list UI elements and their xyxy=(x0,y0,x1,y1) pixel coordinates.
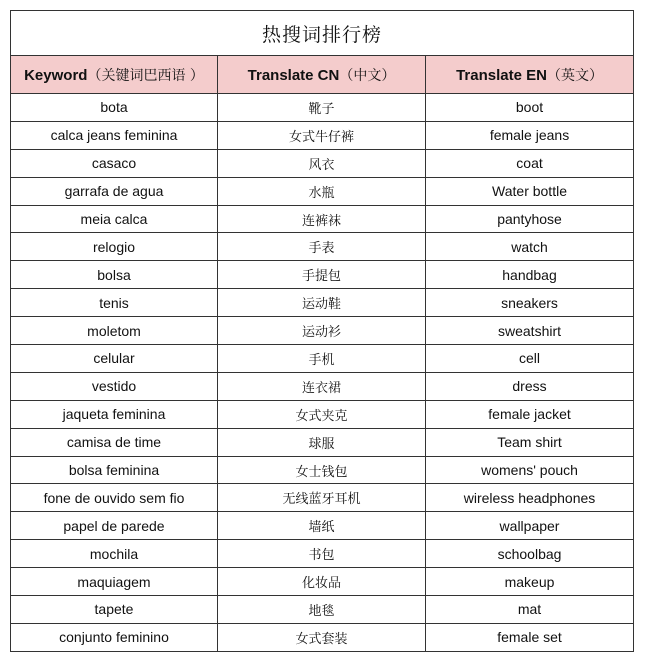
cell-keyword: tenis xyxy=(11,289,218,317)
cell-keyword: calca jeans feminina xyxy=(11,121,218,149)
cell-keyword: tapete xyxy=(11,596,218,624)
cell-keyword: mochila xyxy=(11,540,218,568)
cell-translate-en: makeup xyxy=(426,568,634,596)
cell-keyword: bolsa feminina xyxy=(11,456,218,484)
cell-translate-cn: 连裤袜 xyxy=(218,205,426,233)
cell-keyword: bolsa xyxy=(11,261,218,289)
cell-translate-en: handbag xyxy=(426,261,634,289)
header-translate-cn-sub: （中文） xyxy=(339,67,396,84)
table-title-row xyxy=(11,11,634,56)
cell-translate-en: coat xyxy=(426,149,634,177)
table-row xyxy=(11,94,634,122)
table-row xyxy=(11,345,634,373)
cell-translate-cn: 女式牛仔裤 xyxy=(218,121,426,149)
cell-keyword: camisa de time xyxy=(11,428,218,456)
table-row xyxy=(11,512,634,540)
cell-keyword: meia calca xyxy=(11,205,218,233)
cell-keyword: conjunto feminino xyxy=(11,623,218,651)
cell-keyword: vestido xyxy=(11,372,218,400)
cell-translate-cn: 墙纸 xyxy=(218,512,426,540)
table-row xyxy=(11,428,634,456)
cell-translate-cn: 风衣 xyxy=(218,149,426,177)
cell-translate-cn: 运动衫 xyxy=(218,317,426,345)
cell-translate-en: female set xyxy=(426,623,634,651)
cell-keyword: maquiagem xyxy=(11,568,218,596)
header-keyword xyxy=(11,56,218,94)
cell-translate-cn: 女士钱包 xyxy=(218,456,426,484)
cell-translate-en: wireless headphones xyxy=(426,484,634,512)
cell-keyword: papel de parede xyxy=(11,512,218,540)
cell-translate-cn: 连衣裙 xyxy=(218,372,426,400)
cell-translate-cn: 女式套装 xyxy=(218,623,426,651)
cell-translate-en: female jeans xyxy=(426,121,634,149)
cell-keyword: garrafa de agua xyxy=(11,177,218,205)
cell-keyword: jaqueta feminina xyxy=(11,400,218,428)
cell-translate-cn: 手表 xyxy=(218,233,426,261)
header-translate-cn-main: Translate CN xyxy=(247,66,340,84)
table-title: 热搜词排行榜 xyxy=(11,11,634,56)
cell-keyword: celular xyxy=(11,345,218,373)
table-row xyxy=(11,317,634,345)
table-row xyxy=(11,177,634,205)
cell-translate-cn: 靴子 xyxy=(218,94,426,122)
header-translate-en-main: Translate EN xyxy=(456,66,547,84)
cell-translate-en: female jacket xyxy=(426,400,634,428)
table-row xyxy=(11,121,634,149)
table-row xyxy=(11,372,634,400)
table-row xyxy=(11,233,634,261)
table-row xyxy=(11,400,634,428)
cell-translate-cn: 化妆品 xyxy=(218,568,426,596)
cell-translate-en: wallpaper xyxy=(426,512,634,540)
cell-translate-en: Team shirt xyxy=(426,428,634,456)
cell-translate-cn: 地毯 xyxy=(218,596,426,624)
table-row xyxy=(11,540,634,568)
cell-translate-cn: 运动鞋 xyxy=(218,289,426,317)
cell-keyword: bota xyxy=(11,94,218,122)
cell-translate-en: cell xyxy=(426,345,634,373)
table-row xyxy=(11,456,634,484)
header-keyword-sub: （关键词巴西语 ） xyxy=(87,67,204,84)
cell-translate-en: schoolbag xyxy=(426,540,634,568)
cell-translate-en: sweatshirt xyxy=(426,317,634,345)
cell-translate-en: womens' pouch xyxy=(426,456,634,484)
cell-keyword: fone de ouvido sem fio xyxy=(11,484,218,512)
header-translate-en xyxy=(426,56,634,94)
table-row xyxy=(11,568,634,596)
hot-search-table-container xyxy=(10,10,633,652)
table-row xyxy=(11,289,634,317)
cell-translate-cn: 书包 xyxy=(218,540,426,568)
cell-translate-cn: 手机 xyxy=(218,345,426,373)
cell-translate-en: sneakers xyxy=(426,289,634,317)
cell-translate-en: dress xyxy=(426,372,634,400)
cell-translate-en: mat xyxy=(426,596,634,624)
cell-translate-cn: 无线蓝牙耳机 xyxy=(218,484,426,512)
cell-translate-en: pantyhose xyxy=(426,205,634,233)
cell-translate-en: Water bottle xyxy=(426,177,634,205)
cell-translate-cn: 球服 xyxy=(218,428,426,456)
header-translate-cn xyxy=(218,56,426,94)
cell-keyword: relogio xyxy=(11,233,218,261)
table-body xyxy=(11,94,634,652)
table-row xyxy=(11,149,634,177)
cell-keyword: casaco xyxy=(11,149,218,177)
table-row xyxy=(11,261,634,289)
table-row xyxy=(11,623,634,651)
table-row xyxy=(11,596,634,624)
cell-translate-cn: 手提包 xyxy=(218,261,426,289)
table-row xyxy=(11,205,634,233)
cell-translate-cn: 水瓶 xyxy=(218,177,426,205)
hot-search-table xyxy=(10,10,634,652)
cell-translate-en: watch xyxy=(426,233,634,261)
cell-keyword: moletom xyxy=(11,317,218,345)
cell-translate-en: boot xyxy=(426,94,634,122)
header-keyword-main: Keyword xyxy=(24,66,88,84)
table-row xyxy=(11,484,634,512)
header-translate-en-sub: （英文） xyxy=(546,67,603,84)
cell-translate-cn: 女式夹克 xyxy=(218,400,426,428)
table-header-row xyxy=(11,56,634,94)
